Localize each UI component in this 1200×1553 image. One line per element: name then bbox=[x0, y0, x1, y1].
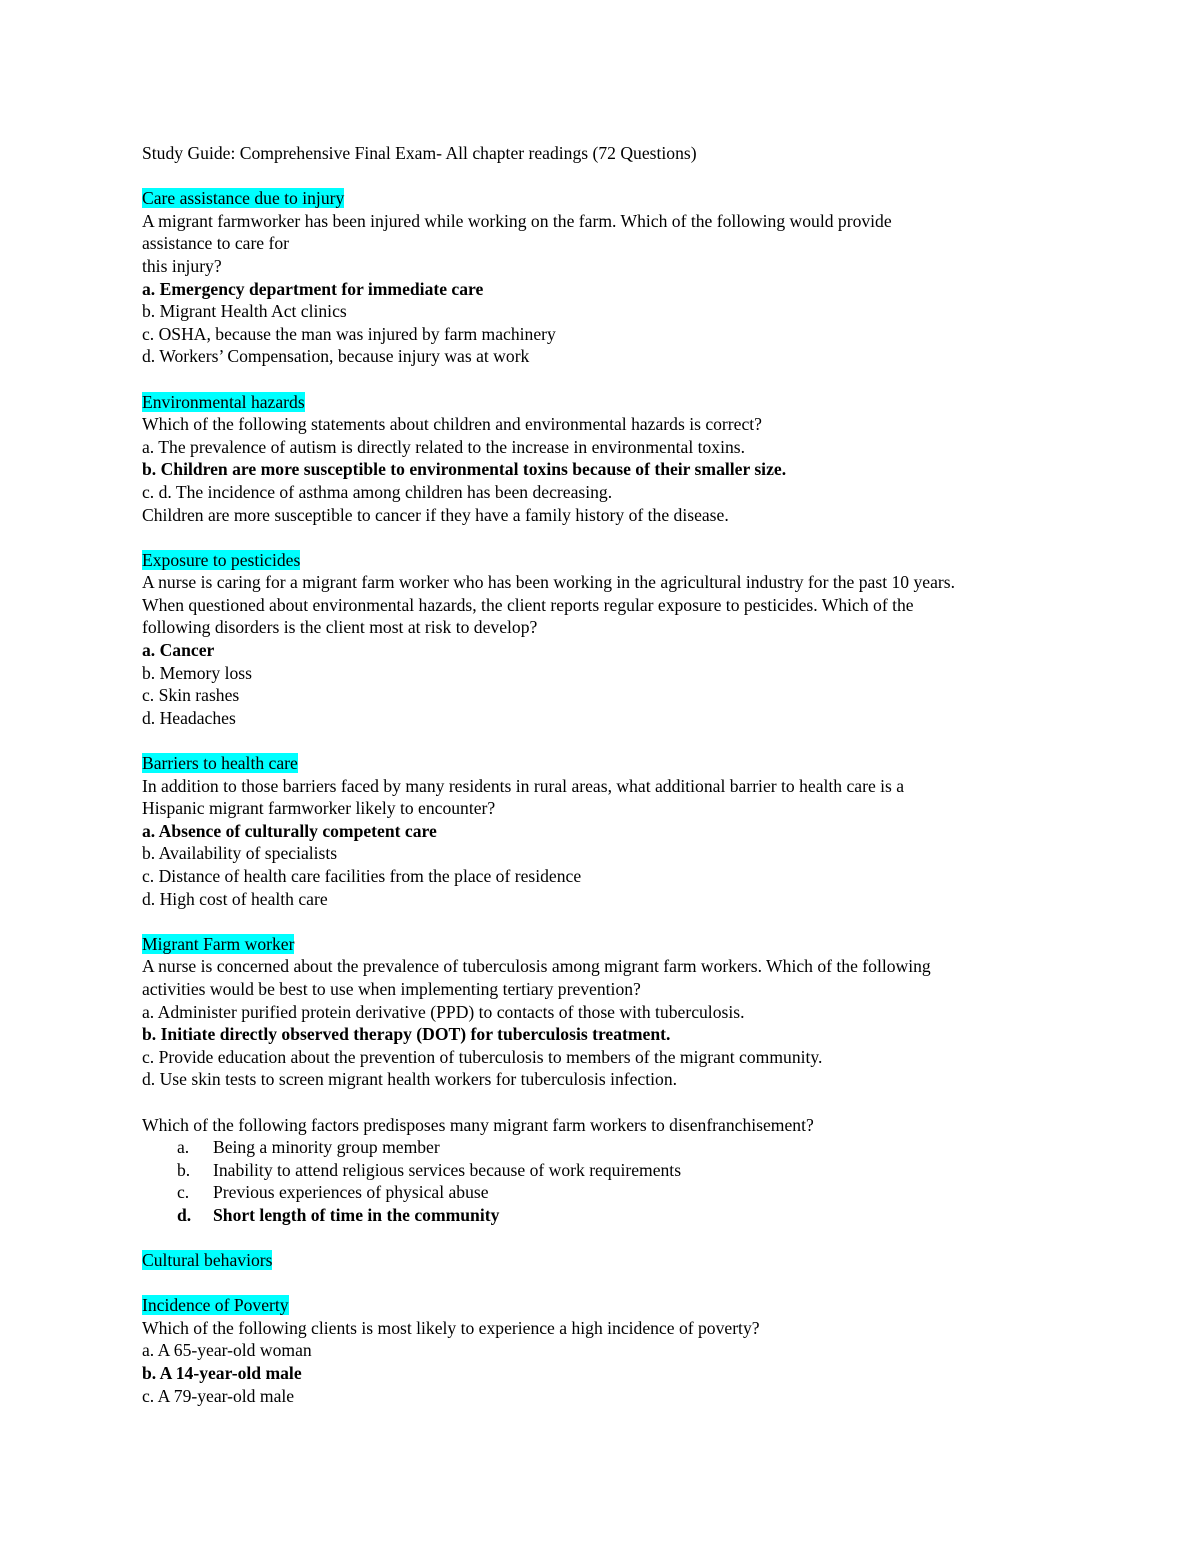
highlighted-heading: Care assistance due to injury bbox=[142, 188, 345, 209]
answer-option: c. Skin rashes bbox=[142, 685, 240, 706]
correct-answer: b. Initiate directly observed therapy (DOT) for tuberculosis treatment. bbox=[142, 1024, 671, 1045]
answer-option: Children are more susceptible to cancer if they have a family history of the disease. bbox=[142, 504, 729, 525]
answer-option bbox=[142, 1159, 1062, 1182]
option-letter: c. bbox=[177, 1182, 190, 1203]
question-text: Which of the following clients is most likely to experience a high incidence of poverty? bbox=[142, 1317, 760, 1338]
blank-line bbox=[142, 729, 1062, 752]
answer-option: a. A 65-year-old woman bbox=[142, 1340, 312, 1361]
document-title: Study Guide: Comprehensive Final Exam- All chapter readings (72 Questions) bbox=[142, 143, 697, 163]
answer-option bbox=[142, 1181, 1062, 1204]
blank-line bbox=[142, 1091, 1062, 1114]
correct-answer: a. Emergency department for immediate care bbox=[142, 278, 484, 299]
correct-answer: a. Absence of culturally competent care bbox=[142, 820, 437, 841]
section-heading bbox=[142, 1249, 1062, 1272]
document-page bbox=[142, 142, 1062, 1407]
option-letter: b. bbox=[177, 1159, 191, 1180]
blank-line bbox=[142, 368, 1062, 391]
section-heading bbox=[142, 752, 1062, 775]
question-text: Which of the following statements about children and environmental hazards is correct? bbox=[142, 414, 762, 435]
section-heading bbox=[142, 1294, 1062, 1317]
question-text: activities would be best to use when implementing tertiary prevention? bbox=[142, 978, 641, 999]
question-text: When questioned about environmental hazards, the client reports regular exposure to pesticides. Which of the bbox=[142, 594, 914, 615]
answer-option: c. d. The incidence of asthma among children has been decreasing. bbox=[142, 481, 613, 502]
blank-line bbox=[142, 1227, 1062, 1250]
correct-answer: a. Cancer bbox=[142, 640, 215, 661]
question-text: this injury? bbox=[142, 255, 222, 276]
highlighted-heading: Incidence of Poverty bbox=[142, 1295, 289, 1316]
answer-option: d. Headaches bbox=[142, 707, 236, 728]
highlighted-heading: Cultural behaviors bbox=[142, 1250, 273, 1271]
answer-option: d. High cost of health care bbox=[142, 888, 328, 909]
answer-option: c. Provide education about the prevention of tuberculosis to members of the migrant community. bbox=[142, 1046, 823, 1067]
option-letter: d. bbox=[177, 1204, 192, 1225]
option-text: Previous experiences of physical abuse bbox=[213, 1182, 489, 1203]
answer-option: c. OSHA, because the man was injured by farm machinery bbox=[142, 323, 556, 344]
highlighted-heading: Environmental hazards bbox=[142, 391, 305, 412]
correct-answer: b. A 14-year-old male bbox=[142, 1363, 302, 1384]
blank-line bbox=[142, 526, 1062, 549]
answer-option: a. The prevalence of autism is directly related to the increase in environmental toxins. bbox=[142, 436, 746, 457]
blank-line bbox=[142, 910, 1062, 933]
question-text: In addition to those barriers faced by many residents in rural areas, what additional barrier to health care is a bbox=[142, 775, 905, 796]
section-heading bbox=[142, 933, 1062, 956]
answer-option: d. Use skin tests to screen migrant health workers for tuberculosis infection. bbox=[142, 1069, 678, 1090]
option-letter: a. bbox=[177, 1137, 190, 1158]
option-text: Being a minority group member bbox=[213, 1137, 440, 1158]
question-text: Hispanic migrant farmworker likely to encounter? bbox=[142, 798, 496, 819]
section-heading bbox=[142, 187, 1062, 210]
answer-option: c. A 79-year-old male bbox=[142, 1385, 295, 1406]
answer-option bbox=[142, 1136, 1062, 1159]
correct-answer bbox=[142, 1204, 1062, 1227]
blank-line bbox=[142, 1272, 1062, 1295]
section-heading bbox=[142, 391, 1062, 414]
answer-option: b. Availability of specialists bbox=[142, 843, 338, 864]
option-text: Inability to attend religious services because of work requirements bbox=[213, 1159, 682, 1180]
answer-option: c. Distance of health care facilities from the place of residence bbox=[142, 866, 582, 886]
section-heading bbox=[142, 549, 1062, 572]
highlighted-heading: Exposure to pesticides bbox=[142, 549, 301, 570]
option-text: Short length of time in the community bbox=[213, 1204, 500, 1225]
answer-option: d. Workers’ Compensation, because injury was at work bbox=[142, 346, 530, 367]
answer-option: b. Memory loss bbox=[142, 662, 252, 683]
question-text: assistance to care for bbox=[142, 233, 290, 254]
highlighted-heading: Barriers to health care bbox=[142, 753, 298, 774]
correct-answer: b. Children are more susceptible to environmental toxins because of their smaller size. bbox=[142, 459, 787, 480]
answer-option: b. Migrant Health Act clinics bbox=[142, 301, 347, 322]
question-text: Which of the following factors predisposes many migrant farm workers to disenfranchisement? bbox=[142, 1114, 814, 1135]
question-text: A nurse is caring for a migrant farm worker who has been working in the agricultural industry for the past 10 years. bbox=[142, 572, 955, 593]
question-text: A migrant farmworker has been injured while working on the farm. Which of the following would provide bbox=[142, 210, 892, 231]
answer-option: a. Administer purified protein derivative (PPD) to contacts of those with tuberculosis. bbox=[142, 1001, 745, 1022]
highlighted-heading: Migrant Farm worker bbox=[142, 933, 295, 954]
question-text: following disorders is the client most at risk to develop? bbox=[142, 617, 538, 638]
blank-line bbox=[142, 165, 1062, 188]
question-text: A nurse is concerned about the prevalence of tuberculosis among migrant farm workers. Which of the following bbox=[142, 956, 931, 977]
